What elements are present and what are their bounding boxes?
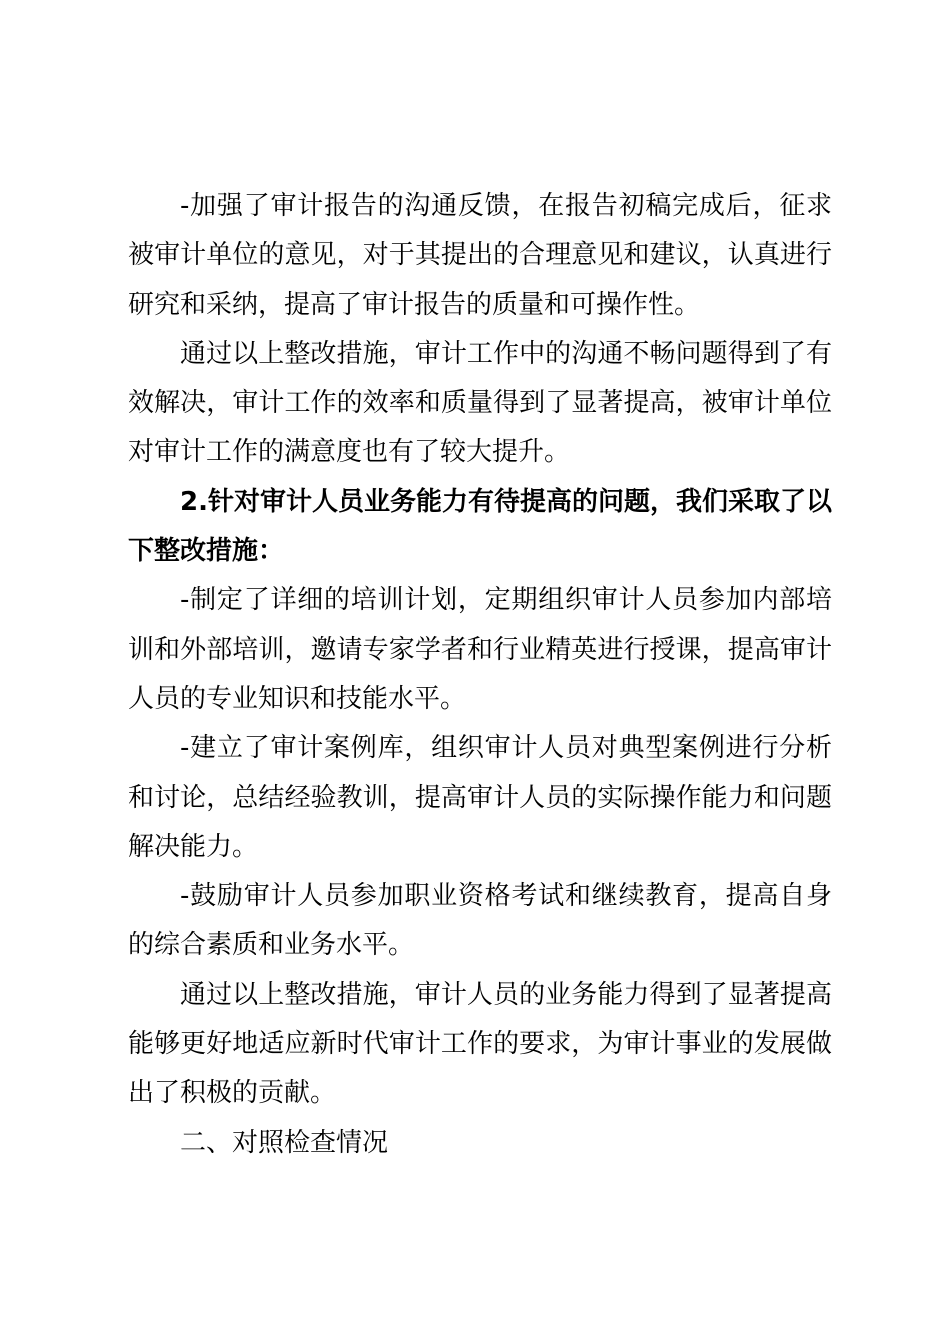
paragraph-report-feedback: -加强了审计报告的沟通反馈，在报告初稿完成后，征求被审计单位的意见，对于其提出的合理意见和建议，认真进行研究和采纳，提高了审计报告的质量和可操作性。: [128, 191, 832, 320]
paragraph-communication-summary: 通过以上整改措施，审计工作中的沟通不畅问题得到了有效解决，审计工作的效率和质量得到了显著提高，被审计单位对审计工作的满意度也有了较大提升。: [128, 338, 832, 468]
paragraph-training-plan: -制定了详细的培训计划，定期组织审计人员参加内部培训和外部培训，邀请专家学者和行业精英进行授课，提高审计人员的专业知识和技能水平。: [128, 585, 832, 714]
paragraph-qualification-exam: -鼓励审计人员参加职业资格考试和继续教育，提高自身的综合素质和业务水平。: [128, 881, 832, 961]
section-heading-inspection: 二、对照检查情况: [180, 1127, 389, 1158]
document-page: [128, 182, 832, 1168]
paragraph-case-library: -建立了审计案例库，组织审计人员对典型案例进行分析和讨论，总结经验教训，提高审计人员的实际操作能力和问题解决能力。: [128, 733, 832, 862]
section-heading-training: 2.针对审计人员业务能力有待提高的问题，我们采取了以下整改措施：: [128, 486, 832, 567]
paragraph-ability-summary: 通过以上整改措施，审计人员的业务能力得到了显著提高能够更好地适应新时代审计工作的要求，为审计事业的发展做出了积极的贡献。: [128, 979, 832, 1109]
